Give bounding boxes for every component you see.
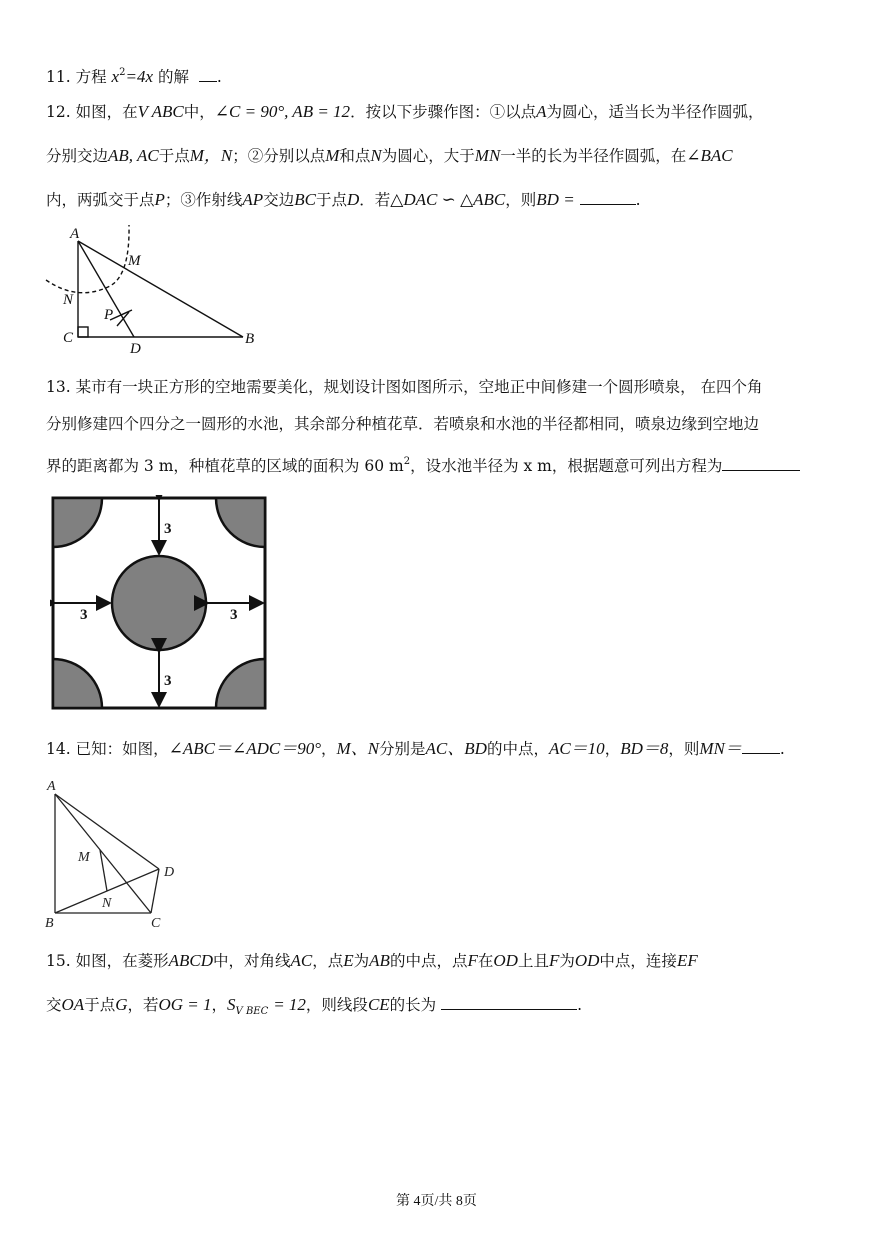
q15-text: 在	[477, 952, 494, 970]
q14-text: ，则	[668, 740, 700, 758]
question-11	[46, 62, 222, 88]
label-D: D	[130, 341, 141, 357]
label-C: C	[151, 916, 161, 931]
q12-triangle: V ABC	[137, 102, 184, 121]
q15-text: 中点，连接	[599, 952, 677, 970]
q11-number: 11.	[46, 68, 71, 86]
q15-answer-blank[interactable]	[441, 993, 577, 1010]
q14-quadrilateral-figure	[40, 772, 190, 932]
q15-text: ，	[211, 996, 228, 1014]
q12-text: 分别交边	[46, 147, 109, 165]
q14-number: 14.	[46, 740, 71, 758]
q14-text: 的中点，	[486, 740, 549, 758]
label-right-distance: 3	[230, 607, 238, 623]
q11-end: .	[216, 68, 222, 86]
q12-point: D	[346, 190, 360, 209]
q14-text: 分别是	[379, 740, 426, 758]
q12-text: 为圆心，适当长为半径作圆弧，	[546, 103, 764, 121]
q12-ray: AP	[242, 190, 264, 209]
question-15-line-2	[46, 993, 582, 1023]
q11-eq-base: x	[111, 67, 120, 86]
q11-eq-rest: =4x	[125, 67, 153, 86]
q12-point: M	[325, 146, 340, 165]
q15-text: ，则线段	[305, 996, 368, 1014]
q13-number: 13.	[46, 378, 71, 396]
q15-text: 中，对角线	[213, 952, 291, 970]
q15-text: 为	[559, 952, 575, 970]
q14-segments: AC、BD	[425, 739, 487, 758]
q15-area-value: = 12	[273, 995, 306, 1014]
q15-text: ，点	[312, 952, 344, 970]
question-13-line-1	[46, 376, 763, 398]
question-12-line-3	[46, 188, 641, 211]
q12-text: 于点	[315, 191, 347, 209]
q14-angles: ∠ABC＝∠ADC＝90°	[168, 739, 322, 758]
q13-text: 分别修建四个四分之一圆形的水池，其余部分种植花草．若喷泉和水池的半径都相同，喷泉边缘到空地边	[46, 415, 760, 433]
q12-answer-blank[interactable]	[580, 188, 636, 205]
q15-text: 交	[46, 996, 62, 1014]
q15-text: 的中点，点	[389, 952, 468, 970]
q15-end: .	[577, 996, 583, 1014]
q12-text: 如图，在	[75, 103, 138, 121]
q12-end: .	[635, 191, 641, 209]
q14-text: ，	[321, 740, 337, 758]
q11-eq-exp: 2	[119, 67, 126, 78]
q14-points: M、N	[336, 739, 380, 758]
q14-bd-value: BD＝8	[620, 739, 669, 758]
q15-segment: AB	[369, 951, 390, 970]
q12-text: ．若	[359, 191, 391, 209]
label-left-distance: 3	[80, 607, 88, 623]
q14-answer-blank[interactable]	[742, 737, 780, 754]
q12-angle: ∠BAC	[686, 146, 733, 165]
q12-text: 内，两弧交于点	[46, 191, 155, 209]
q12-condition: ∠C = 90°, AB = 12	[214, 102, 351, 121]
q15-rhombus: ABCD	[168, 951, 213, 970]
label-N: N	[102, 896, 112, 911]
q15-text: ，若	[127, 996, 159, 1014]
q11-suffix: 的解	[157, 68, 189, 86]
q12-segment: BC	[294, 190, 316, 209]
question-13-line-2	[46, 413, 759, 435]
q15-segment: EF	[676, 951, 698, 970]
q12-text: 和点	[339, 147, 371, 165]
q13-superscript: 2	[403, 456, 411, 467]
q13-square-figure	[50, 495, 270, 711]
label-B: B	[45, 916, 54, 931]
q14-text: 已知：如图，	[75, 740, 169, 758]
q12-text: ．按以下步骤作图：①以点	[350, 103, 537, 121]
q12-text: ，则	[505, 191, 537, 209]
q15-area-symbol: S	[227, 995, 236, 1014]
q12-text: 一半的长为半径作圆弧，在	[500, 147, 687, 165]
q15-number: 15.	[46, 952, 71, 970]
label-D: D	[164, 865, 175, 880]
q15-segment: CE	[367, 995, 390, 1014]
fountain-circle	[112, 556, 206, 650]
label-P: P	[104, 307, 114, 323]
q14-mn: MN＝	[699, 739, 742, 758]
q12-number: 12.	[46, 103, 71, 121]
q12-text: ；②分别以点	[232, 147, 326, 165]
q12-point: P	[154, 190, 165, 209]
q12-points: M，N	[189, 146, 233, 165]
q15-area-subscript: V BEC	[235, 1006, 269, 1017]
q12-point: A	[536, 102, 547, 121]
q15-text: 为	[353, 952, 370, 970]
label-M: M	[128, 253, 141, 269]
q13-answer-blank[interactable]	[722, 454, 800, 471]
q12-bd: BD =	[536, 190, 575, 209]
q15-point: G	[115, 995, 128, 1014]
q15-text: 于点	[84, 996, 116, 1014]
q14-text: ，	[604, 740, 621, 758]
label-top-distance: 3	[164, 521, 172, 537]
q12-triangle-figure	[40, 220, 270, 360]
label-M: M	[78, 850, 90, 865]
q15-og: OG = 1	[158, 995, 212, 1014]
q12-text: 为圆心，大于	[381, 147, 475, 165]
q12-text: ；③作射线	[164, 191, 243, 209]
q13-text: ，设水池半径为 x m，根据题意可列出方程为	[410, 457, 723, 475]
q14-ac-value: AC＝10	[548, 739, 605, 758]
q13-text: 界的距离都为 3 m，种植花草的区域的面积为 60 m	[46, 457, 404, 475]
q15-point: E	[343, 951, 354, 970]
q13-text: 某市有一块正方形的空地需要美化，规划设计图如图所示，空地正中间修建一个圆形喷泉， 在四个角	[75, 378, 763, 396]
q11-answer-blank[interactable]	[199, 65, 217, 82]
q15-segment: OD	[574, 951, 600, 970]
label-N: N	[63, 292, 74, 308]
q12-text: 于点	[158, 147, 190, 165]
q15-segment: OA	[61, 995, 85, 1014]
label-B: B	[245, 331, 255, 347]
q15-diagonal: AC	[290, 951, 313, 970]
question-15-line-1	[46, 950, 698, 972]
q15-text: 的长为	[389, 996, 437, 1014]
question-12-line-1	[46, 101, 763, 123]
q15-text: 上且	[517, 952, 549, 970]
q12-text: 中，	[183, 103, 215, 121]
q12-segment: MN	[474, 146, 501, 165]
q12-text: 交边	[263, 191, 295, 209]
q12-point: N	[370, 146, 382, 165]
q15-point: F	[548, 951, 560, 970]
page-footer: 第 4页/共 8页	[396, 1194, 477, 1209]
label-A: A	[47, 779, 56, 794]
q14-end: .	[779, 740, 785, 758]
question-13-line-3	[46, 451, 800, 477]
label-C: C	[63, 330, 74, 346]
label-bottom-distance: 3	[164, 673, 172, 689]
q12-sides: AB, AC	[108, 146, 159, 165]
q11-prefix: 方程	[75, 68, 107, 86]
label-A: A	[70, 226, 80, 242]
q15-text: 如图，在菱形	[75, 952, 169, 970]
q15-point: F	[467, 951, 478, 970]
q15-segment: OD	[493, 951, 518, 970]
question-14	[46, 737, 785, 760]
question-12-line-2	[46, 145, 733, 167]
q12-similarity: △DAC ∽ △ABC	[390, 190, 506, 209]
